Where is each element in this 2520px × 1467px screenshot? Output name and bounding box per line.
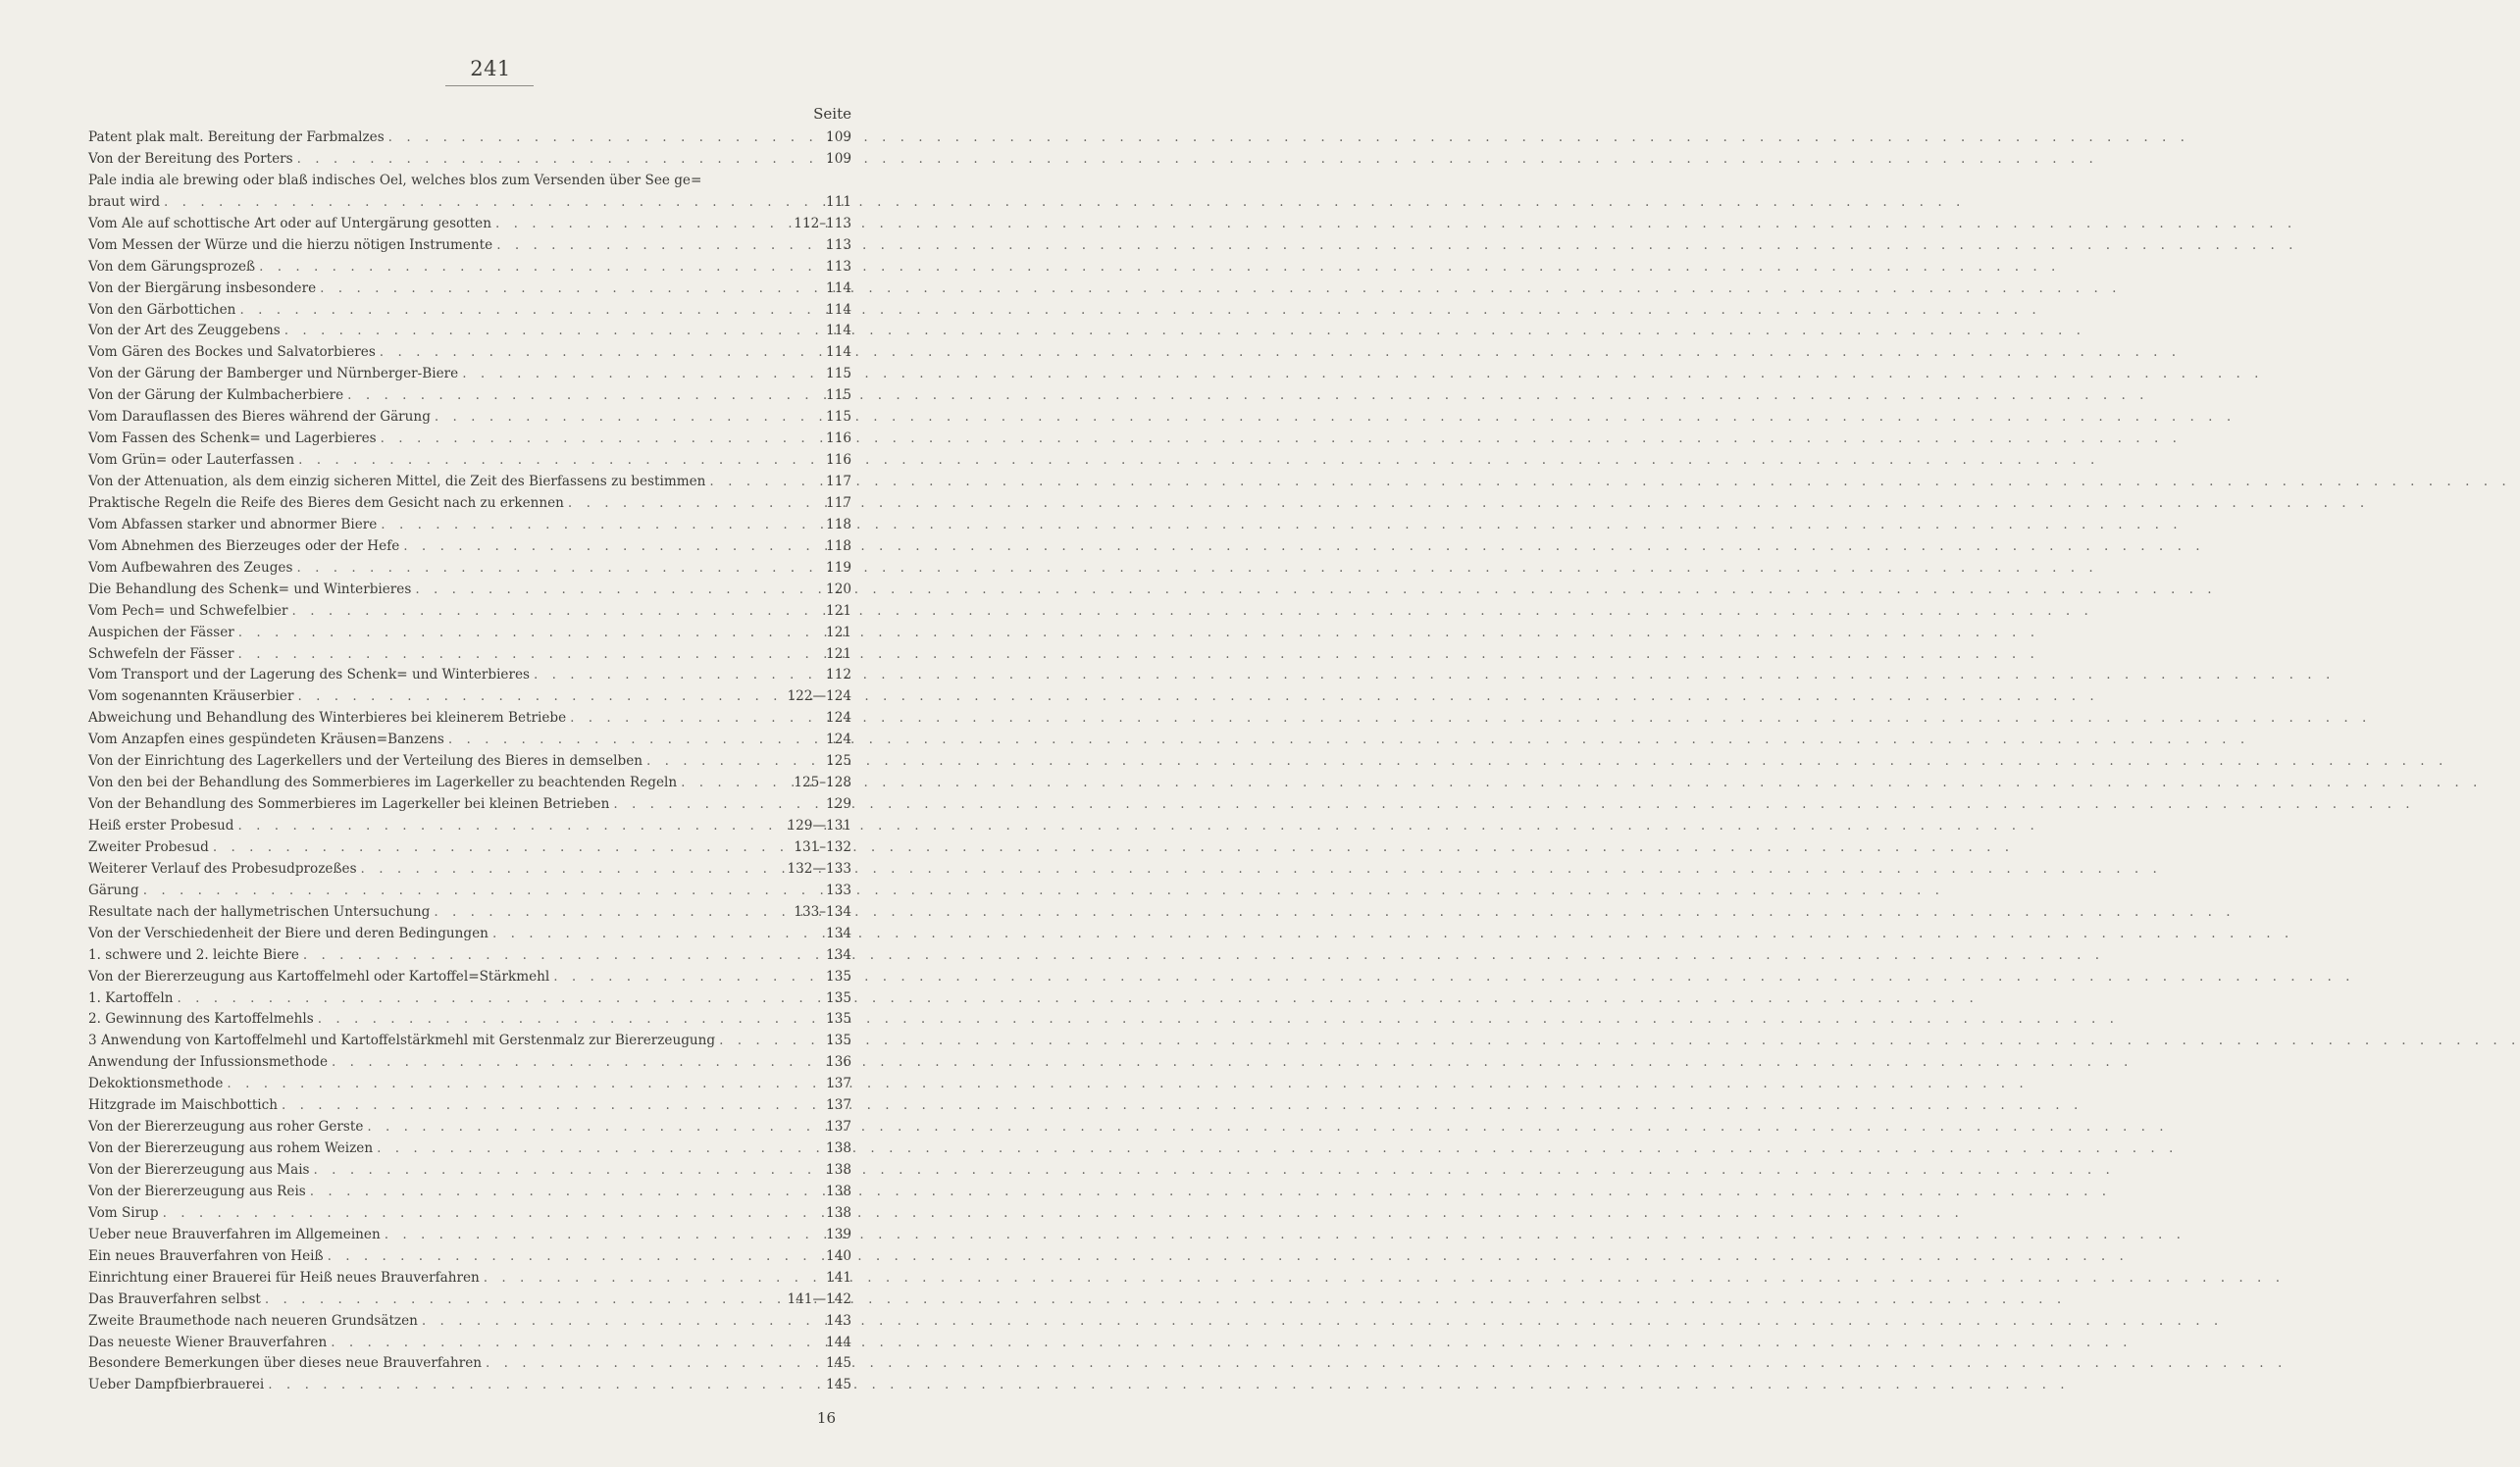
toc-entry-title: Anwendung der Infussionsmethode — [88, 1054, 329, 1071]
toc-entry-page: 117 — [826, 474, 851, 489]
toc-entry — [88, 450, 851, 472]
toc-entry-title: Von der Einrichtung des Lagerkellers und der Verteilung des Bieres in demselben — [88, 753, 643, 770]
toc-entry-page: 138 — [826, 1140, 851, 1157]
dot-leader — [234, 623, 822, 644]
toc-entry-title: Vom Sirup — [88, 1204, 159, 1221]
toc-entry — [88, 1117, 851, 1138]
toc-entry — [88, 665, 851, 686]
toc-entry-title: Resultate nach der hallymetrischen Untersuchung — [88, 903, 431, 920]
toc-entry-page: 112–113 — [794, 215, 851, 231]
dot-leader — [327, 1333, 822, 1354]
toc-entry-page: 136 — [826, 1054, 851, 1071]
toc-entry-title: Von der Biererzeugung aus Reis — [88, 1183, 306, 1199]
dot-leader — [705, 472, 822, 493]
toc-entry-page: 112 — [826, 667, 851, 683]
dot-leader — [357, 859, 788, 881]
toc-entry — [88, 192, 851, 214]
dot-leader — [418, 1311, 822, 1333]
toc-entry — [88, 988, 851, 1010]
dot-leader — [294, 450, 822, 472]
toc-entry-title: 3 Anwendung von Kartoffelmehl und Kartoffelstärkmehl mit Gerstenmalz zur Biererzeugung — [88, 1033, 716, 1049]
toc-entry — [88, 1375, 851, 1396]
toc-entry-page: 131–132 — [794, 838, 851, 855]
toc-entry-page: 135 — [826, 968, 851, 985]
toc-entry-page: 113 — [826, 258, 851, 275]
toc-entry-page: 124 — [826, 732, 851, 748]
toc-entry-page: 143 — [826, 1312, 851, 1329]
toc-entry-title: Schwefeln der Fässer — [88, 645, 234, 662]
toc-entry-page: 135 — [826, 1033, 851, 1049]
toc-entry-page: 133–134 — [794, 903, 851, 920]
dot-leader — [159, 1203, 822, 1225]
dot-leader — [715, 1031, 822, 1052]
toc-entry-page: 134 — [826, 946, 851, 963]
toc-entry-page: 120 — [826, 581, 851, 597]
toc-entry — [88, 1290, 851, 1311]
toc-entry-title: Vom Gären des Bockes und Salvatorbieres — [88, 344, 376, 361]
toc-entry-title: Heiß erster Probesud — [88, 818, 234, 834]
dot-leader — [549, 967, 822, 988]
toc-entry-title: Vom Ale auf schottische Art oder auf Untergärung gesotten — [88, 215, 491, 231]
toc-entry — [88, 536, 851, 558]
toc-entry-page: 117 — [826, 494, 851, 511]
toc-entry-title: Von der Gärung der Kulmbacherbiere — [88, 387, 344, 404]
toc-entry — [88, 881, 851, 902]
toc-entry — [88, 794, 851, 816]
toc-entry-page: 138 — [826, 1162, 851, 1178]
toc-entry-page: 124 — [826, 710, 851, 727]
dot-leader — [376, 342, 822, 364]
toc-entry-title: Vom Anzapfen eines gespündeten Kräusen=Banzens — [88, 732, 444, 748]
toc-entry — [88, 773, 851, 794]
dot-leader — [430, 902, 794, 924]
toc-entry-page: 125–128 — [794, 775, 851, 791]
toc-entry-title: Von der Bereitung des Porters — [88, 150, 293, 167]
toc-entry-page: 114 — [826, 301, 851, 318]
toc-entry-title: Von der Gärung der Bamberger und Nürnberger-Biere — [88, 366, 459, 382]
toc-entry-title: Vom Fassen des Schenk= und Lagerbieres — [88, 430, 377, 447]
dot-leader — [174, 988, 822, 1010]
dot-leader — [314, 1009, 822, 1031]
toc-entry — [88, 407, 851, 429]
toc-entry-title: Von der Biererzeugung aus rohem Weizen — [88, 1140, 374, 1157]
toc-entry — [88, 1203, 851, 1225]
dot-leader — [491, 214, 794, 235]
toc-entry-page: 135 — [826, 989, 851, 1006]
toc-entry — [88, 235, 851, 257]
toc-entry-page: 141 — [826, 1269, 851, 1286]
toc-entry-page: 115 — [826, 387, 851, 404]
toc-entry-page: 118 — [826, 537, 851, 554]
dot-leader — [482, 1353, 822, 1375]
dot-leader — [399, 536, 822, 558]
toc-entry — [88, 321, 851, 342]
toc-entry — [88, 278, 851, 300]
toc-entry — [88, 1353, 851, 1375]
toc-entry-title: Abweichung und Behandlung des Winterbieres bei kleinerem Betriebe — [88, 710, 567, 727]
toc-entry-title: Hitzgrade im Maischbottich — [88, 1097, 279, 1114]
dot-leader — [564, 493, 822, 515]
toc-entry — [88, 902, 851, 924]
toc-entry — [88, 472, 851, 493]
dot-leader — [293, 149, 822, 171]
dot-leader — [458, 364, 822, 385]
toc-entry — [88, 1246, 851, 1268]
dot-leader — [255, 257, 822, 278]
toc-entry-page: 135 — [826, 1011, 851, 1028]
toc-entry-page: 129—131 — [787, 818, 851, 834]
toc-entry-title: Von der Verschiedenheit der Biere und deren Bedingungen — [88, 925, 489, 941]
dot-leader — [293, 686, 787, 708]
dot-leader — [373, 1138, 822, 1160]
toc-entry — [88, 342, 851, 364]
dot-leader — [492, 235, 822, 257]
dot-leader — [530, 665, 822, 686]
toc-entry — [88, 1138, 851, 1160]
toc-entry — [88, 257, 851, 278]
dot-leader — [139, 881, 822, 902]
toc-entry — [88, 580, 851, 601]
toc-entry-page: 145 — [826, 1377, 851, 1393]
toc-entry-page: 145 — [826, 1355, 851, 1372]
toc-entry-page: 109 — [826, 129, 851, 145]
toc-entry — [88, 1160, 851, 1182]
toc-entry-title: Besondere Bemerkungen über dieses neue Brauverfahren — [88, 1355, 483, 1372]
toc-entry-page: 125 — [826, 753, 851, 770]
toc-entry-title: 1. Kartoffeln — [88, 989, 174, 1006]
toc-entry-page: 115 — [826, 366, 851, 382]
toc-entry — [88, 171, 851, 192]
toc-entry — [88, 1052, 851, 1074]
dot-leader — [223, 1074, 822, 1095]
toc-entry-page: 122—124 — [787, 688, 851, 705]
toc-entry-page: 134 — [826, 925, 851, 941]
toc-entry-title: Ueber Dampfbierbrauerei — [88, 1377, 265, 1393]
toc-entry-title: Vom Grün= oder Lauterfassen — [88, 452, 295, 469]
toc-entry — [88, 429, 851, 450]
dot-leader — [278, 1095, 822, 1117]
toc-entry-page: 137 — [826, 1119, 851, 1136]
toc-entry-title: Von der Biererzeugung aus Kartoffelmehl oder Kartoffel=Stärkmehl — [88, 968, 550, 985]
toc-entry-title: Von der Attenuation, als dem einzig sicheren Mittel, die Zeit des Bierfassens zu bestimmen — [88, 474, 706, 489]
toc-entry-page: 132—133 — [787, 860, 851, 877]
dot-leader — [281, 321, 822, 342]
dot-leader — [643, 751, 822, 773]
toc-entry — [88, 1225, 851, 1246]
toc-entry-title: Von der Art des Zeuggebens — [88, 323, 281, 339]
dot-leader — [328, 1052, 822, 1074]
dot-leader — [377, 429, 822, 450]
toc-entry-page: 121 — [826, 624, 851, 640]
toc-entry-title: Vom Abnehmen des Bierzeuges oder der Hefe — [88, 537, 400, 554]
toc-entry-title: Vom sogenannten Kräuserbier — [88, 688, 294, 705]
dot-leader — [324, 1246, 822, 1268]
toc-entry-title: Die Behandlung des Schenk= und Winterbieres — [88, 581, 412, 597]
toc-entry — [88, 558, 851, 580]
toc-entry — [88, 149, 851, 171]
toc-entry-title: Von der Behandlung des Sommerbieres im Lagerkeller bei kleinen Betrieben — [88, 796, 610, 813]
toc-entry — [88, 751, 851, 773]
toc-entry-page: 113 — [826, 236, 851, 253]
toc-entry-page: 121 — [826, 602, 851, 619]
toc-entry — [88, 601, 851, 623]
toc-entry — [88, 1095, 851, 1117]
dot-leader — [343, 385, 822, 407]
dot-leader — [264, 1375, 822, 1396]
toc-entry — [88, 859, 851, 881]
dot-leader — [235, 300, 822, 322]
toc-entry — [88, 816, 851, 837]
toc-entry — [88, 385, 851, 407]
toc-entry — [88, 924, 851, 945]
toc-entry — [88, 1311, 851, 1333]
dot-leader — [306, 1182, 822, 1203]
toc-entry-page: 116 — [826, 430, 851, 447]
table-of-contents — [88, 127, 851, 1396]
toc-entry-page: 116 — [826, 452, 851, 469]
toc-entry-page: 114 — [826, 279, 851, 296]
toc-entry-title: Von der Biererzeugung aus Mais — [88, 1162, 310, 1178]
toc-entry-title: Ueber neue Brauverfahren im Allgemeinen — [88, 1226, 381, 1242]
dot-leader — [385, 127, 822, 149]
toc-entry — [88, 515, 851, 536]
toc-entry-title: Das neueste Wiener Brauverfahren — [88, 1334, 328, 1350]
dot-leader — [292, 558, 822, 580]
dot-leader — [566, 708, 822, 730]
toc-entry — [88, 837, 851, 859]
toc-entry-title: Vom Abfassen starker und abnormer Biere — [88, 516, 378, 532]
signature-number: 16 — [816, 1409, 836, 1427]
toc-entry — [88, 708, 851, 730]
toc-entry-page: 138 — [826, 1183, 851, 1199]
toc-entry-title: Gärung — [88, 882, 139, 898]
toc-entry — [88, 214, 851, 235]
toc-entry-page: 140 — [826, 1247, 851, 1264]
toc-entry-page: 129 — [826, 796, 851, 813]
dot-leader — [288, 601, 822, 623]
page-number: 241 — [470, 57, 511, 80]
toc-entry-page: 114 — [826, 323, 851, 339]
toc-entry-title: Ein neues Brauverfahren von Heiß — [88, 1247, 324, 1264]
dot-leader — [261, 1290, 788, 1311]
toc-entry — [88, 1074, 851, 1095]
dot-leader — [431, 407, 822, 429]
dot-leader — [677, 773, 794, 794]
toc-entry-title: Von der Biererzeugung aus roher Gerste — [88, 1119, 364, 1136]
toc-entry-title: Von der Biergärung insbesondere — [88, 279, 317, 296]
toc-entry-title: Weiterer Verlauf des Probesudprozeßes — [88, 860, 357, 877]
toc-entry-page: 114 — [826, 344, 851, 361]
dot-leader — [299, 945, 822, 967]
toc-entry-title: Patent plak malt. Bereitung der Farbmalzes — [88, 129, 385, 145]
toc-entry-title: Vom Darauflassen des Bieres während der Gärung — [88, 409, 431, 426]
toc-entry-title: Von den Gärbottichen — [88, 301, 236, 318]
toc-entry-title: Zweiter Probesud — [88, 838, 209, 855]
toc-entry-title: Vom Pech= und Schwefelbier — [88, 602, 288, 619]
toc-entry-page: 133 — [826, 882, 851, 898]
toc-entry-title: Das Brauverfahren selbst — [88, 1290, 261, 1307]
toc-entry-title: Dekoktionsmethode — [88, 1076, 224, 1092]
toc-entry — [88, 364, 851, 385]
dot-leader — [209, 837, 794, 859]
dot-leader — [234, 816, 788, 837]
toc-entry-page: 118 — [826, 516, 851, 532]
dot-leader — [363, 1117, 822, 1138]
dot-leader — [489, 924, 822, 945]
toc-entry-title: Praktische Regeln die Reife des Bieres dem Gesicht nach zu erkennen — [88, 494, 564, 511]
toc-entry-page: 137 — [826, 1076, 851, 1092]
toc-entry — [88, 1009, 851, 1031]
toc-entry — [88, 945, 851, 967]
toc-entry-page: 109 — [826, 150, 851, 167]
toc-entry-title: Vom Transport und der Lagerung des Schenk= und Winterbieres — [88, 667, 531, 683]
seite-column-label: Seite — [813, 105, 851, 123]
toc-entry-title: braut wird — [88, 193, 161, 210]
toc-entry-title: Vom Messen der Würze und die hierzu nötigen Instrumente — [88, 236, 493, 253]
toc-entry — [88, 1031, 851, 1052]
toc-entry-title: Zweite Braumethode nach neueren Grundsätzen — [88, 1312, 418, 1329]
toc-entry-title: Auspichen der Fässer — [88, 624, 234, 640]
toc-entry — [88, 127, 851, 149]
toc-entry-title: 1. schwere und 2. leichte Biere — [88, 946, 299, 963]
dot-leader — [411, 580, 822, 601]
toc-entry-page: 144 — [826, 1334, 851, 1350]
toc-entry-page: 141—142 — [787, 1290, 851, 1307]
dot-leader — [234, 644, 822, 666]
toc-entry — [88, 644, 851, 666]
dot-leader — [381, 1225, 822, 1246]
page-number-rule — [445, 85, 534, 86]
toc-entry — [88, 1268, 851, 1290]
toc-entry-title: Pale india ale brewing oder blaß indisches Oel, welches blos zum Versenden über See ge= — [88, 172, 702, 188]
toc-entry — [88, 730, 851, 751]
toc-entry-page: 119 — [826, 559, 851, 576]
toc-entry-page: 139 — [826, 1226, 851, 1242]
dot-leader — [377, 515, 822, 536]
toc-entry — [88, 967, 851, 988]
toc-entry — [88, 300, 851, 322]
dot-leader — [160, 192, 822, 214]
dot-leader — [480, 1268, 822, 1290]
toc-entry-title: Vom Aufbewahren des Zeuges — [88, 559, 293, 576]
toc-entry-page: 115 — [826, 409, 851, 426]
toc-entry — [88, 623, 851, 644]
toc-entry-page: 137 — [826, 1097, 851, 1114]
toc-entry-page: 138 — [826, 1204, 851, 1221]
toc-entry-page: 121 — [826, 645, 851, 662]
toc-entry — [88, 686, 851, 708]
dot-leader — [310, 1160, 822, 1182]
dot-leader — [444, 730, 822, 751]
toc-entry — [88, 1333, 851, 1354]
dot-leader — [316, 278, 822, 300]
toc-entry — [88, 493, 851, 515]
toc-entry-page: 111 — [826, 193, 851, 210]
toc-entry — [88, 1182, 851, 1203]
toc-entry-title: Einrichtung einer Brauerei für Heiß neues Brauverfahren — [88, 1269, 480, 1286]
toc-entry-title: Von dem Gärungsprozeß — [88, 258, 256, 275]
toc-entry-title: Von den bei der Behandlung des Sommerbieres im Lagerkeller zu beachtenden Regeln — [88, 775, 678, 791]
toc-entry-title: 2. Gewinnung des Kartoffelmehls — [88, 1011, 314, 1028]
dot-leader — [609, 794, 822, 816]
